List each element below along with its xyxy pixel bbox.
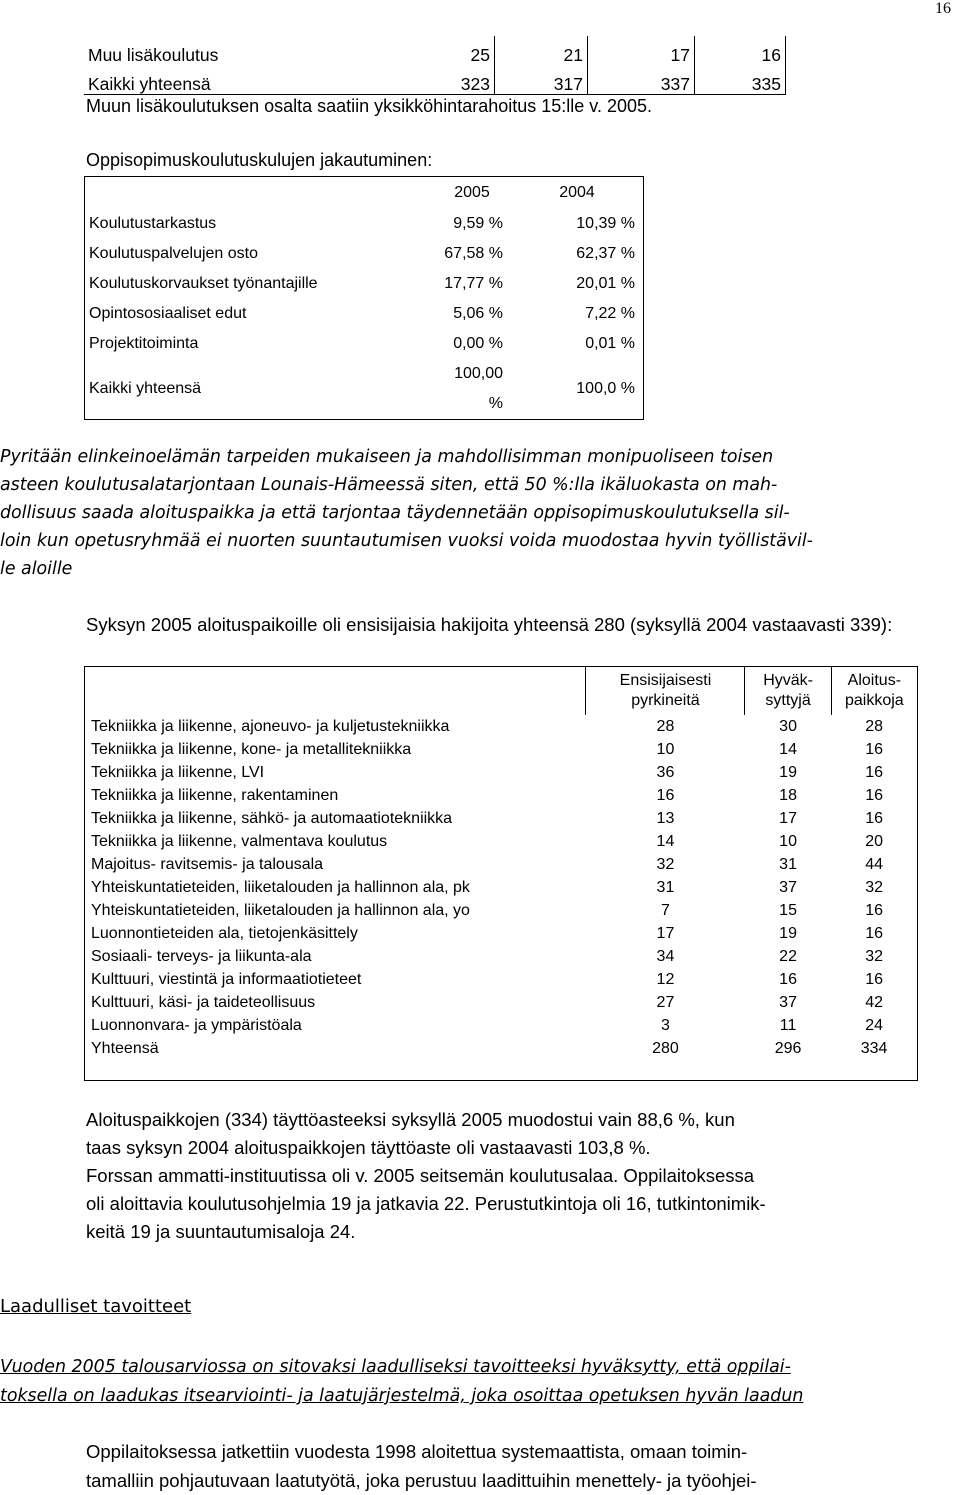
row-label: Kaikki yhteensä [84,65,402,95]
cell-value: 19 [779,764,797,781]
cell-value: 25 [402,36,495,65]
cell-value: 37 [779,879,797,896]
cell-value: 19 [779,925,797,942]
row-label: Tekniikka ja liikenne, rakentaminen [91,787,339,804]
row-label: Tekniikka ja liikenne, valmentava koulutus [91,833,388,850]
table-row [85,239,644,269]
table-row [85,922,918,945]
intro-paragraph [0,443,950,583]
cell-value: 22 [779,948,797,965]
cell-value: 14 [656,833,675,850]
hakijat-table [84,666,918,1081]
row-label: Kulttuuri, käsi- ja taideteollisuus [91,994,316,1011]
text-line: tamalliin pohjautuvaan laatutyötä, joka perustuu laadittuihin menettely- ja työohjei- [86,1470,757,1491]
laadulliset-paragraph [0,1353,955,1411]
lisakoulutus-note: Muun lisäkoulutuksen osalta saatiin yksikköhintarahoitus 15:lle v. 2005. [86,96,652,116]
header-empty [85,177,434,210]
value-2005: 0,00 % [453,335,503,352]
value-2005: 17,77 % [444,275,503,292]
cell-value: 31 [656,879,675,896]
value-2005: 5,06 % [453,305,503,322]
table-header-row [85,177,644,210]
cell-value: 44 [865,856,883,873]
header-empty [85,667,586,716]
value-2005: 9,59 % [453,215,503,232]
cell-value: 16 [865,787,883,804]
cell-value: 42 [865,994,883,1011]
cell-value: 28 [865,718,883,735]
cell-value: 15 [779,902,797,919]
cell-value: 280 [652,1040,679,1057]
cell-value: 37 [779,994,797,1011]
cell-value: 337 [588,65,695,95]
cell-value: 16 [865,810,883,827]
cell-value: 16 [865,764,883,781]
cell-value: 317 [495,65,588,95]
value-2004: 20,01 % [576,275,635,292]
oppisopimus-heading: Oppisopimuskoulutuskulujen jakautuminen: [86,150,433,170]
text-line: Pyritään elinkeinoelämän tarpeiden mukaiseen ja mahdollisimman monipuoliseen toisen [0,447,774,467]
col-header-hyvaksyttyja: Hyväk-syttyjä [745,667,831,716]
table-row [84,36,786,65]
col-header-pyrkineita: Ensisijaisesti pyrkineitä [586,667,745,716]
cell-value: 28 [656,718,675,735]
row-label: Kaikki yhteensä [89,380,202,397]
table-row [85,329,644,359]
row-label: Kulttuuri, viestintä ja informaatiotieteet [91,971,362,988]
row-label: Muu lisäkoulutus [88,45,219,65]
text-line: le aloille [0,559,73,579]
text-line: taas syksyn 2004 aloituspaikkojen täyttöaste oli vastaavasti 103,8 %. [86,1137,651,1158]
value-2004: 100,0 % [576,380,635,397]
hakijat-intro: Syksyn 2005 aloituspaikoille oli ensisijaisia hakijoita yhteensä 280 (syksyllä 2004 vastaavasti 339): [86,614,893,635]
table-row [85,853,918,876]
value-2004: 10,39 % [576,215,635,232]
cell-value: 30 [779,718,797,735]
cell-value: 323 [402,65,495,95]
value-2004: 7,22 % [585,305,635,322]
row-label: Opintososiaaliset edut [89,305,247,322]
cell-value: 12 [656,971,675,988]
cell-value: 31 [779,856,797,873]
text-line: toksella on laadukas itsearviointi- ja laatujärjestelmä, joka osoittaa opetuksen hyvän laadun [0,1386,804,1406]
table-row [85,761,918,784]
cell-value: 14 [779,741,797,758]
cell-value: 17 [656,925,675,942]
table-row [85,715,918,738]
table-row [85,209,644,239]
cell-value: 3 [661,1017,670,1034]
row-label: Tekniikka ja liikenne, LVI [91,764,265,781]
text-line: Vuoden 2005 talousarviossa on sitovaksi laadulliseksi tavoitteeksi hyväksytty, että oppilai- [0,1357,791,1377]
row-label: Luonnonvara- ja ympäristöala [91,1017,302,1034]
cell-value: 10 [779,833,797,850]
cell-value: 16 [779,971,797,988]
cell-value: 34 [656,948,675,965]
row-label: Projektitoiminta [89,335,199,352]
cell-value: 36 [656,764,675,781]
row-label: Tekniikka ja liikenne, sähkö- ja automaatiotekniikka [91,810,453,827]
value-2005: 100,00 % [454,365,503,412]
table-row [85,876,918,899]
cell-value: 16 [865,925,883,942]
laatutyo-paragraph [86,1437,946,1495]
col-header-2004: 2004 [559,184,595,201]
tayttoaste-paragraph [86,1106,946,1246]
text-line: Forssan ammatti-instituutissa oli v. 2005 seitsemän koulutusalaa. Oppilaitoksessa [86,1165,755,1186]
table-row [84,65,786,95]
cell-value: 17 [588,36,695,65]
text-line: keitä 19 ja suuntautumisaloja 24. [86,1221,356,1242]
row-label: Majoitus- ravitsemis- ja talousala [91,856,324,873]
table-row [85,299,644,329]
table-row [85,1037,918,1060]
text-line: Aloituspaikkojen (334) täyttöasteeksi syksyllä 2005 muodostui vain 88,6 %, kun [86,1109,735,1130]
row-label: Koulutustarkastus [89,215,217,232]
cell-value: 16 [865,971,883,988]
text-line: loin kun opetusryhmää ei nuorten suuntautumisen vuoksi voida muodostaa hyvin työllistävil- [0,531,813,551]
table-row [85,1014,918,1037]
cell-value: 24 [865,1017,883,1034]
cell-value: 21 [495,36,588,65]
cell-value: 18 [779,787,797,804]
value-2004: 0,01 % [585,335,635,352]
cell-value: 11 [779,1017,797,1034]
table-row [85,359,644,420]
table-row [85,830,918,853]
cell-value: 32 [865,948,883,965]
row-label: Yhteiskuntatieteiden, liiketalouden ja hallinnon ala, yo [91,902,470,919]
cell-value: 32 [865,879,883,896]
text-line: dollisuus saada aloituspaikka ja että tarjontaa täydennetään oppisopimuskoulutuksella sil- [0,503,790,523]
row-label: Yhteensä [91,1040,159,1057]
laadulliset-heading: Laadulliset tavoitteet [0,1296,192,1317]
cell-value: 10 [656,741,675,758]
cell-value: 17 [779,810,797,827]
page-number: 16 [935,0,951,17]
table-header-row [85,667,918,716]
cell-value: 27 [656,994,675,1011]
cell-value: 7 [661,902,670,919]
col-header-aloituspaikkoja: Aloitus-paikkoja [845,672,904,709]
oppisopimus-table [84,176,644,420]
table-row [85,269,644,299]
row-label: Luonnontieteiden ala, tietojenkäsittely [91,925,358,942]
table-row [85,991,918,1014]
cell-value: 16 [865,741,883,758]
cell-value: 16 [656,787,675,804]
row-label: Sosiaali- terveys- ja liikunta-ala [91,948,312,965]
cell-value: 334 [860,1040,888,1057]
cell-value: 16 [865,902,883,919]
cell-value: 16 [695,36,786,65]
row-label: Koulutuspalvelujen osto [89,245,259,262]
row-label: Yhteiskuntatieteiden, liiketalouden ja hallinnon ala, pk [91,879,470,896]
value-2005: 67,58 % [444,245,503,262]
cell-value: 32 [656,856,675,873]
text-line: Oppilaitoksessa jatkettiin vuodesta 1998 aloitettua systemaattista, omaan toimin- [86,1441,748,1462]
lisakoulutus-table [84,36,786,95]
table-row [85,738,918,761]
cell-value: 296 [774,1040,802,1057]
row-label: Koulutuskorvaukset työnantajille [89,275,318,292]
cell-value: 335 [695,65,786,95]
cell-value: 13 [656,810,675,827]
table-row [85,807,918,830]
table-row [85,968,918,991]
col-header-2005: 2005 [454,184,490,201]
row-label: Tekniikka ja liikenne, ajoneuvo- ja kuljetustekniikka [91,718,450,735]
value-2004: 62,37 % [576,245,635,262]
cell-value: 20 [865,833,883,850]
table-spacer-row [85,1060,918,1081]
table-row [85,899,918,922]
table-row [85,945,918,968]
text-line: asteen koulutusalatarjontaan Lounais-Hämeessä siten, että 50 %:lla ikäluokasta on mah- [0,475,778,495]
row-label: Tekniikka ja liikenne, kone- ja metallitekniikka [91,741,412,758]
text-line: oli aloittavia koulutusohjelmia 19 ja jatkavia 22. Perustutkintoja oli 16, tutkintonimik- [86,1193,766,1214]
table-row [85,784,918,807]
